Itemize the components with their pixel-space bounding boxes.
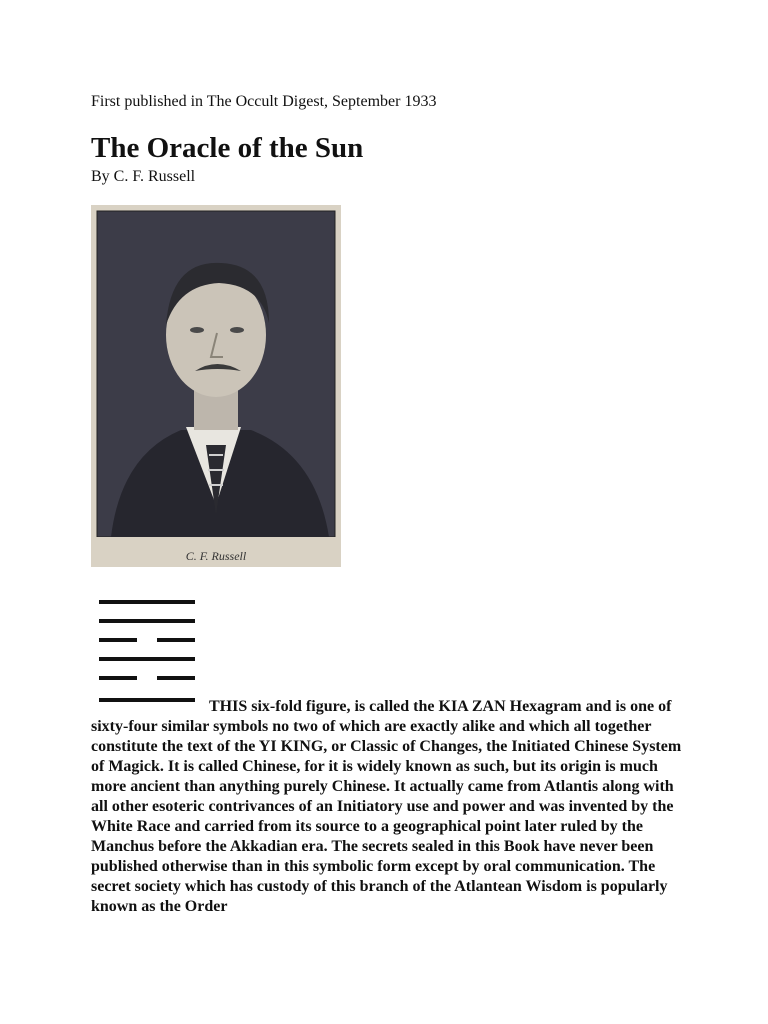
author-portrait	[91, 205, 341, 567]
byline: By C. F. Russell	[91, 168, 196, 185]
kia-zan-hexagram	[95, 592, 199, 712]
portrait-image	[91, 205, 341, 567]
hexagram-line-4	[99, 657, 195, 661]
hexagram-icon	[95, 592, 199, 712]
body-paragraph	[91, 697, 691, 917]
publication-line: First published in The Occult Digest, September 1933	[91, 93, 437, 110]
page-title: The Oracle of the Sun	[91, 132, 364, 164]
hexagram-line-2	[99, 619, 195, 623]
photo-caption: C. F. Russell	[185, 549, 247, 563]
hexagram-line-3	[99, 638, 195, 642]
hexagram-line-5	[99, 676, 195, 680]
body-paragraph-text: THIS six-fold figure, is called the KIA ZAN Hexagram and is one of sixty-four similar symbols no two of which are exactly alike and which all together constitute the text of the YI KING, or Classic of Changes, the Initiated Chinese System of Magick. It is called Chinese, for it is widely known as such, but its origin is much more ancient than anything purely Chinese. It actually came from Atlantis along with all other esoteric contrivances of an Initiatory use and power and was invented by the White Race and carried from its source to a geographical point later ruled by the Manchus before the Akkadian era. The secrets sealed in this Book have never been published otherwise than in this symbolic form except by oral communication. The secret society which has custody of this branch of the Atlantean Wisdom is popularly known as the Order	[91, 698, 682, 915]
hexagram-line-1	[99, 600, 195, 604]
